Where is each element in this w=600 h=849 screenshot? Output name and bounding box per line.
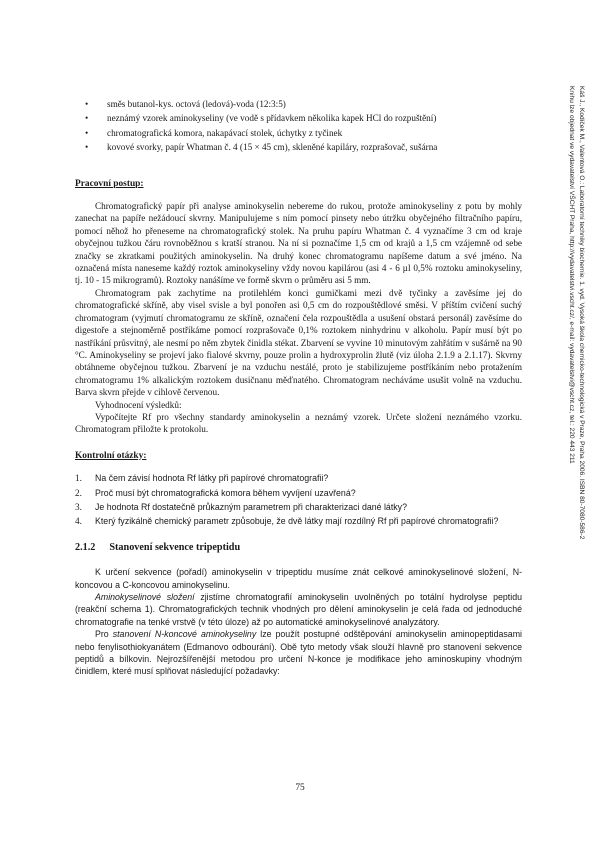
subsection-paragraph-2: Aminokyselinové složení zjistíme chromatografií aminokyselin uvolněných po totální hydrolyse peptidu (reakční schema 1). Chromatografických technik vhodných pro dělení aminokyselin je celá řada od jednoduché chromatografie na tenké vrstvě (v této úloze) až po automatické aminokyselinové analyzátory.: [75, 592, 522, 627]
page-body: [75, 98, 522, 678]
procedure-heading: Pracovní postup:: [75, 178, 144, 189]
subsection-number: 2.1.2: [75, 541, 96, 553]
bullet-icon: •: [85, 142, 89, 153]
question-item: 2. Proč musí být chromatografická komora během vyvíjení uzavřená?: [75, 487, 356, 498]
subsection-heading: [75, 542, 522, 554]
citation-line-2: Knihu lze objednat ve vydavatelství VŠCHT Praha, http://vydavatelstvi.vscht.cz/, e-mail: vydavatelstvi@vscht.cz, tel.: 220 443 211: [568, 86, 576, 464]
page-number: 75: [295, 783, 305, 793]
question-item: 3. Je hodnota Rf dostatečně průkazným parametrem při charakterizaci dané látky?: [75, 501, 407, 512]
materials-list: [75, 98, 522, 154]
side-citation: [558, 86, 586, 626]
subsection-paragraph-3: Pro stanovení N-koncové aminokyseliny lze použít postupné odštěpování aminokyselin aminopeptidasami nebo fenylisothiokyanátem (Edmanovo odbourání). Obě tyto metody však slouží hlavně pro stanovení sekvence peptidů a bílkovin. Nejrozšířenější metodou pro určení N-konce je modifikace jeho aminoskupiny vhodným činidlem, které musí splňovat následující požadavky:: [75, 629, 522, 677]
list-item: • chromatografická komora, nakapávací stolek, úchytky z tyčinek: [85, 127, 343, 138]
procedure-paragraph-1: Chromatografický papír při analyse aminokyselin nebereme do rukou, protože aminokyseliny z potu by mohly zanechat na papíře nežádoucí skvrny. Manipulujeme s ním pomocí pinsety nebo útržku obyčejného filtračního papíru, pomocí něhož ho přeneseme na chromatografický stolek. Na pruhu papíru Whatman č. 4 vyznačíme 3 cm od kraje obyčejnou tužkou čáru rovnoběžnou s kratší stranou. Na ní si poznačíme 1,5 cm od krajů a 1,5 cm vzájemně od sebe značky se zkratkami použitých aminokyselin. Na druhý konec chromatogramu napíšeme datum a své jméno. Na označená místa naneseme každý roztok aminokyseliny vždy novou kapilárou (asi 4 - 6 µl 0,5% roztoku aminokyseliny, tj. 10 - 15 mikrogramů). Roztoky nanášíme ve formě skvrn o průměru asi 5 mm.: [75, 201, 522, 286]
citation-line-1: Káš J., Kodíček M., Valentová O.: Laboratorní techniky biochemie. 1. vyd. Vysoká škola chemicko-technologická v Praze, Praha 2006. ISBN 80-7080-586-2: [578, 86, 585, 540]
question-item: 1. Na čem závisí hodnota Rf látky při papírové chromatografii?: [75, 473, 329, 484]
list-item: • směs butanol-kys. octová (ledová)-voda (12:3:5): [85, 99, 286, 109]
subsection-title: Stanovení sekvence tripeptidu: [109, 541, 241, 553]
questions-list: [75, 472, 522, 528]
procedure-paragraph-2: Chromatogram pak zachytíme na protilehlém konci gumičkami mezi dvě tyčinky a zavěsíme jej do chromatografické skříně, aby visel svisle a byl ponořen asi 0,5 cm do rozpouštědlové směsi. V příštím cvičení suchý chromatogram (vyjmutí chromatogramu ze skříně, označení čela rozpouštědla a usušení obstará personál) zavěsíme do digestoře a stejnoměrně postříkáme pomocí rozprašovače 0,1% roztokem ninhydrinu v alkoholu. Papír musí být po nastříkání průsvitný, ale nesmí po něm zbytek činidla stékat. Zbarvení se vyvine 10 minutovým zahřátím v sušárně na 90 °C. Aminokyseliny se projeví jako fialové skvrny, pouze prolin a hydroxyprolin žlutě (viz úloha 2.1.9 a 2.1.17). Skvrny obtáhneme obyčejnou tužkou. Zbarvení je na vzduchu nestálé, proto je stabilizujeme postříkáním nebo protažením chromatogramu 1% alkalickým roztokem dusičnanu měďnatého. Chromatogram necháváme usušit volně na vzduchu. Barva skvrn přejde v cihlově červenou.: [75, 287, 522, 398]
questions-heading: Kontrolní otázky:: [75, 450, 147, 461]
list-item: • kovové svorky, papír Whatman č. 4 (15 × 45 cm), skleněné kapiláry, rozprašovač, sušárna: [85, 142, 438, 153]
evaluation-label: Vyhodnocení výsledků:: [95, 399, 182, 410]
bullet-icon: •: [85, 99, 89, 109]
list-item: • neznámý vzorek aminokyseliny (ve vodě s přídavkem několika kapek HCl do rozpuštění): [85, 113, 437, 124]
subsection-paragraph-1: K určení sekvence (pořadí) aminokyselin v tripeptidu musíme znát celkové aminokyselinové složení, N-koncovou a C-koncovou aminokyselinu.: [75, 567, 522, 590]
bullet-icon: •: [85, 127, 89, 138]
bullet-icon: •: [85, 113, 89, 124]
question-item: 4. Který fyzikálně chemický parametr způsobuje, že dvě látky mají rozdílný Rf při papírové chromatografii?: [75, 516, 499, 527]
evaluation-text: Vypočítejte Rf pro všechny standardy aminokyselin a neznámý vzorek. Určete složení neznámého vzorku. Chromatogram přiložte k protokolu.: [75, 411, 522, 435]
